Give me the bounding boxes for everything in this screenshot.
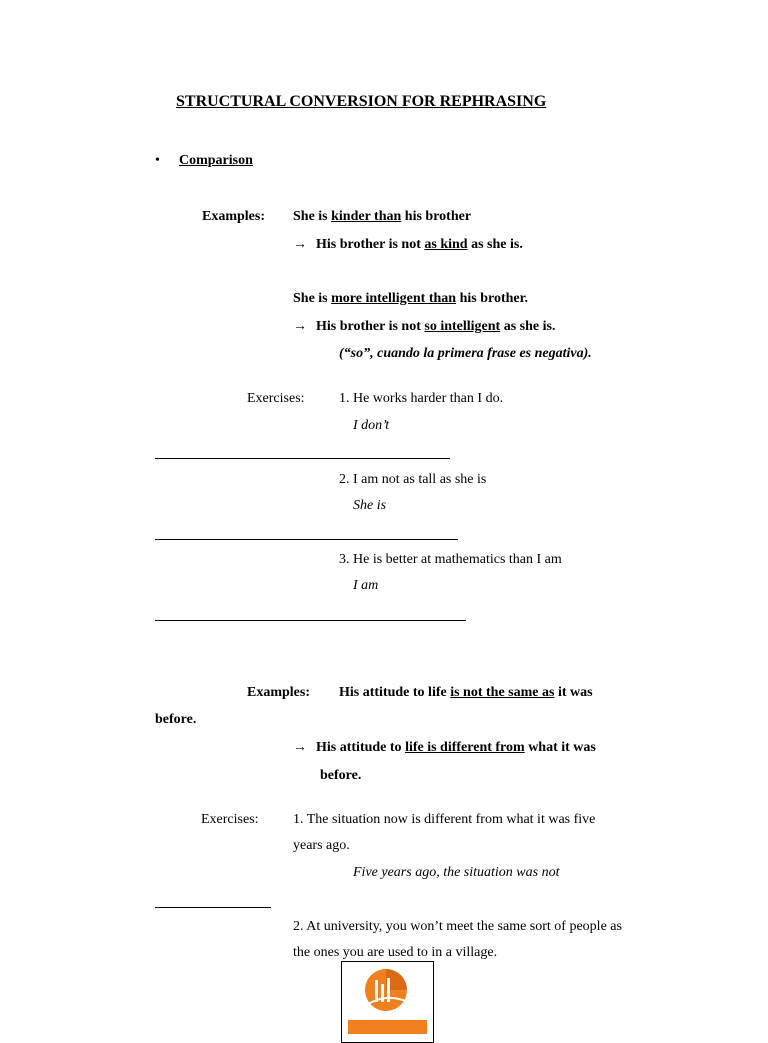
examples-label: Examples: [247, 685, 310, 700]
answer-line [155, 620, 466, 621]
grammar-note: (“so”, cuando la primera frase es negativa). [339, 346, 592, 361]
example-sentence: She is kinder than his brother [293, 209, 472, 224]
arrow-icon: → [293, 237, 307, 252]
exercise-question: 2. At university, you won’t meet the same sort of people as [293, 919, 622, 934]
exercise-question-continued: the ones you are used to in a village. [293, 945, 498, 960]
answer-line [155, 458, 450, 459]
formac-logo-icon [342, 962, 433, 1042]
arrow-icon: → [293, 319, 307, 334]
exercise-question: 2. I am not as tall as she is [339, 472, 487, 487]
answer-line [155, 539, 458, 540]
exercise-answer-start: She is [353, 498, 387, 513]
example-sentence-continued: before. [155, 712, 197, 727]
example-rephrase-continued: before. [320, 768, 362, 783]
arrow-icon: → [293, 740, 307, 755]
exercise-question-continued: years ago. [293, 838, 350, 853]
example-rephrase: → His brother is not as kind as she is. [293, 237, 523, 252]
exercise-question: 1. The situation now is different from what it was five [293, 812, 596, 827]
exercise-answer-start: Five years ago, the situation was not [353, 865, 560, 880]
exercises-label: Exercises: [247, 391, 305, 406]
examples-label: Examples: [202, 209, 265, 224]
exercise-question: 3. He is better at mathematics than I am [339, 552, 562, 567]
section-heading: Comparison [179, 153, 253, 168]
answer-line [155, 907, 271, 908]
exercise-answer-start: I don’t [353, 418, 390, 433]
example-sentence: His attitude to life is not the same as it was [339, 685, 593, 700]
logo [341, 961, 434, 1043]
example-sentence: She is more intelligent than his brother. [293, 291, 529, 306]
page-title: STRUCTURAL CONVERSION FOR REPHRASING [176, 93, 547, 110]
exercise-answer-start: I am [353, 578, 379, 593]
exercise-question: 1. He works harder than I do. [339, 391, 504, 406]
exercises-label: Exercises: [201, 812, 259, 827]
example-rephrase: → His brother is not so intelligent as she is. [293, 319, 556, 334]
bullet-icon: • [155, 153, 160, 168]
example-rephrase: → His attitude to life is different from what it was [293, 740, 596, 755]
